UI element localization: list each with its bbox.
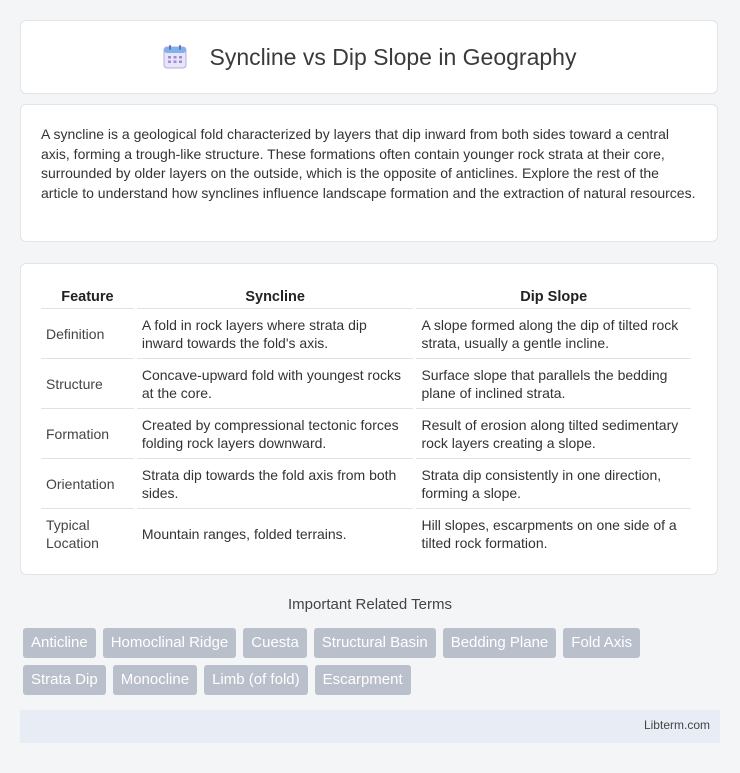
syncline-cell: Mountain ranges, folded terrains. bbox=[141, 525, 347, 542]
tag-cuesta[interactable]: Cuesta bbox=[243, 628, 307, 658]
dip-slope-cell: A slope formed along the dip of tilted rock strata, usually a gentle incline. bbox=[416, 309, 691, 359]
tag-structural-basin[interactable]: Structural Basin bbox=[314, 628, 436, 658]
table-row bbox=[41, 309, 691, 359]
feature-cell: Structure bbox=[41, 359, 134, 409]
comparison-table-card bbox=[20, 263, 718, 575]
footer bbox=[20, 710, 720, 743]
tag-escarpment[interactable]: Escarpment bbox=[315, 665, 411, 695]
calendar-icon bbox=[162, 44, 188, 70]
feature-cell: Formation bbox=[41, 409, 134, 459]
syncline-cell: A fold in rock layers where strata dip inward towards the fold's axis. bbox=[137, 309, 414, 359]
table-row bbox=[41, 459, 691, 509]
related-terms-tags bbox=[23, 628, 723, 695]
intro-text: A syncline is a geological fold characterized by layers that dip inward from both sides toward a central axis, forming a trough-like structure. These formations often contain younger rock strata at their core, surrounded by older layers on the outside, which is the opposite of anticlines. Explore the rest of the article to understand how synclines influence landscape formation and the extraction of natural resources. bbox=[41, 126, 696, 201]
dip-slope-cell: Result of erosion along tilted sedimentary rock layers creating a slope. bbox=[416, 409, 691, 459]
header-dip-slope: Dip Slope bbox=[416, 284, 691, 309]
tag-homoclinal-ridge[interactable]: Homoclinal Ridge bbox=[103, 628, 237, 658]
dip-slope-cell: Surface slope that parallels the bedding plane of inclined strata. bbox=[416, 359, 691, 409]
header-feature: Feature bbox=[41, 284, 134, 309]
feature-cell: Typical Location bbox=[46, 516, 99, 551]
page-title: Syncline vs Dip Slope in Geography bbox=[209, 43, 577, 70]
title-wrap bbox=[162, 44, 577, 71]
feature-cell: Orientation bbox=[41, 459, 134, 509]
tag-anticline[interactable]: Anticline bbox=[23, 628, 96, 658]
syncline-cell: Created by compressional tectonic forces folding rock layers downward. bbox=[137, 409, 414, 459]
related-terms-title: Important Related Terms bbox=[288, 596, 452, 613]
tag-limb-of-fold[interactable]: Limb (of fold) bbox=[204, 665, 308, 695]
feature-cell: Definition bbox=[41, 309, 134, 359]
syncline-cell: Concave-upward fold with youngest rocks at the core. bbox=[137, 359, 414, 409]
tag-bedding-plane[interactable]: Bedding Plane bbox=[443, 628, 557, 658]
syncline-cell: Strata dip towards the fold axis from both sides. bbox=[137, 459, 414, 509]
table-row bbox=[41, 409, 691, 459]
dip-slope-cell: Hill slopes, escarpments on one side of a tilted rock formation. bbox=[421, 516, 677, 551]
tag-monocline[interactable]: Monocline bbox=[113, 665, 197, 695]
comparison-table bbox=[38, 284, 694, 558]
table-header-row bbox=[41, 284, 691, 309]
header-card bbox=[20, 20, 718, 94]
header-syncline: Syncline bbox=[137, 284, 414, 309]
dip-slope-cell: Strata dip consistently in one direction, forming a slope. bbox=[416, 459, 691, 509]
table-row bbox=[41, 359, 691, 409]
tag-strata-dip[interactable]: Strata Dip bbox=[23, 665, 106, 695]
tag-fold-axis[interactable]: Fold Axis bbox=[563, 628, 640, 658]
table-row bbox=[41, 509, 691, 558]
footer-site-link[interactable]: Libterm.com bbox=[643, 718, 710, 732]
intro-card bbox=[20, 104, 718, 242]
